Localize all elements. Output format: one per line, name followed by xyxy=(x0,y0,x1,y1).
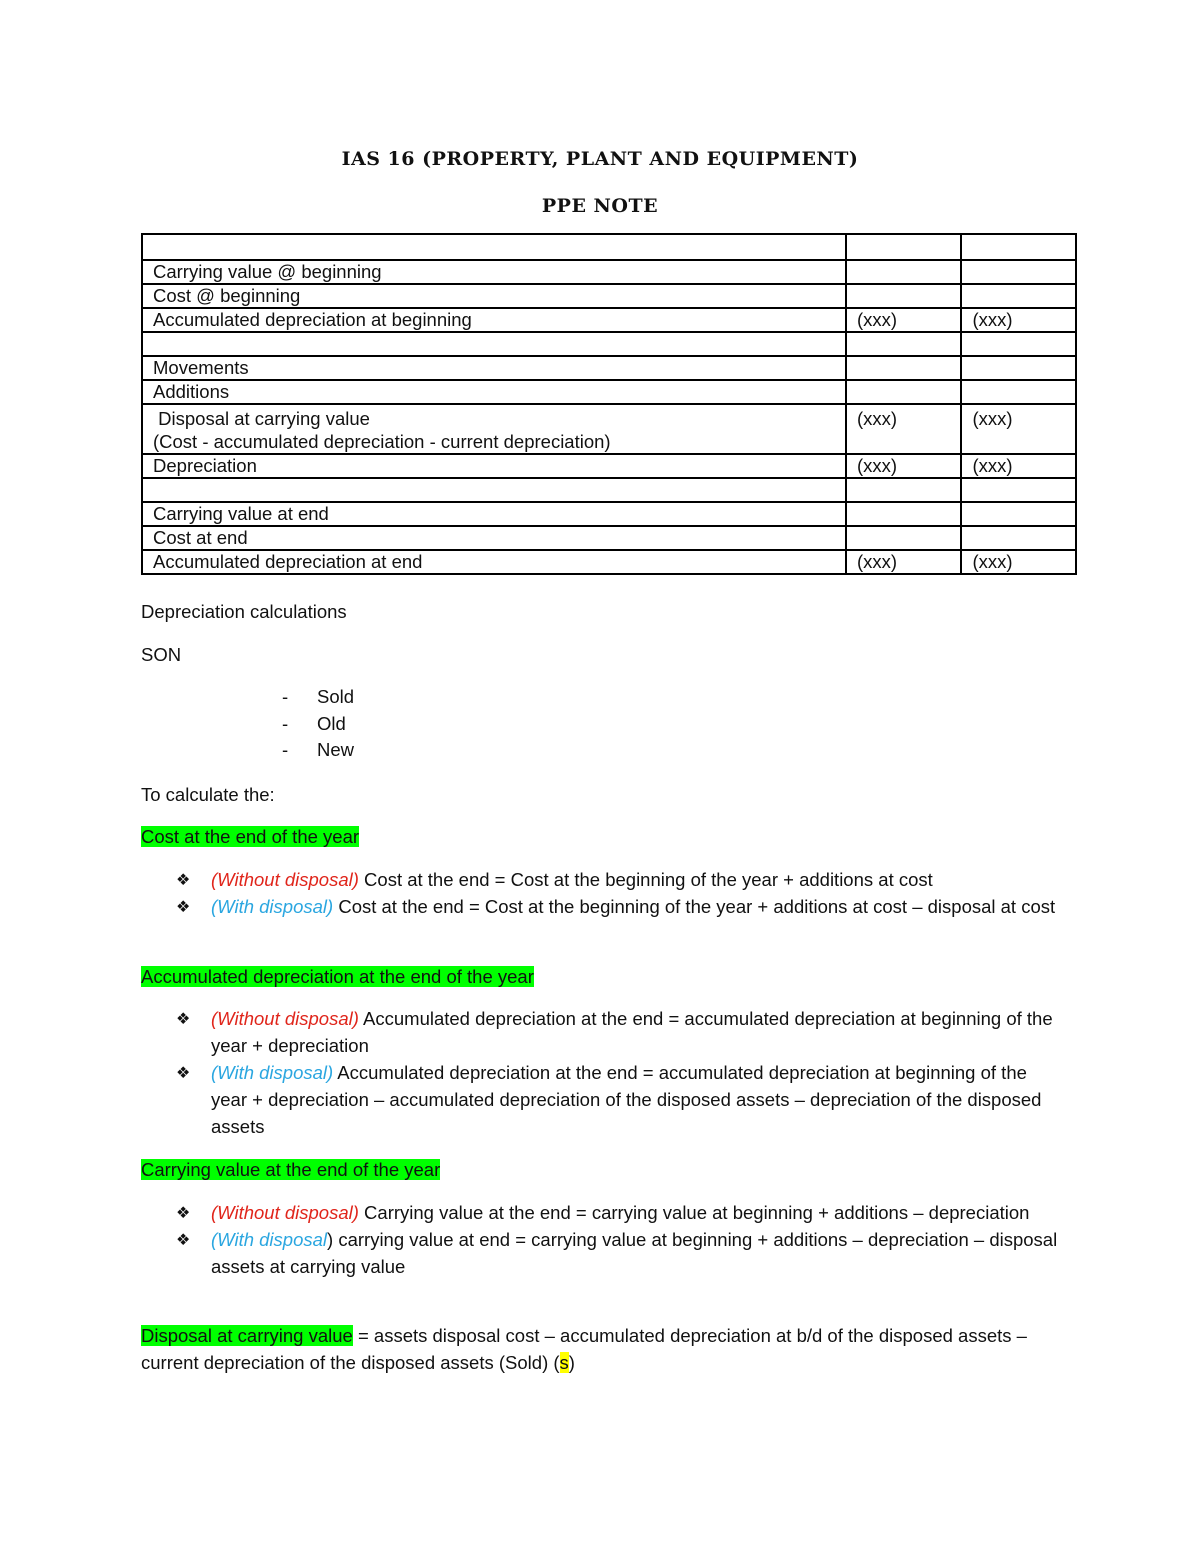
section-heading-accumulated: Accumulated depreciation at the end of the year xyxy=(141,966,534,987)
accumulated-formulas xyxy=(176,1005,1066,1140)
row-label-cell: Cost at end xyxy=(142,526,846,550)
value-cell: (xxx) xyxy=(961,454,1076,478)
intro-text: To calculate the: xyxy=(141,784,275,805)
value-cell: (xxx) xyxy=(961,404,1076,454)
row-label-cell: Carrying value at end xyxy=(142,502,846,526)
table-row xyxy=(142,550,1076,574)
value-cell xyxy=(846,502,962,526)
cost-formulas xyxy=(176,866,1066,920)
row-label-cell: Disposal at carrying value (Cost - accumulated depreciation - current depreciation) xyxy=(142,404,846,454)
value-cell xyxy=(961,234,1076,260)
depreciation-heading: Depreciation calculations xyxy=(141,601,347,622)
carrying-formulas xyxy=(176,1199,1066,1280)
table-row xyxy=(142,234,1076,260)
value-cell xyxy=(846,478,962,502)
table-row xyxy=(142,284,1076,308)
diamond-bullet-icon: ❖ xyxy=(176,1009,191,1028)
list-item: ❖ (Without disposal) Accumulated depreciation at the end = accumulated depreciation at beginning of the year + depreciation xyxy=(176,1005,1066,1059)
row-label-cell: Accumulated depreciation at end xyxy=(142,550,846,574)
value-cell xyxy=(846,380,962,404)
table-row xyxy=(142,332,1076,356)
value-cell: (xxx) xyxy=(961,550,1076,574)
value-cell xyxy=(846,260,962,284)
document-title: IAS 16 (PROPERTY, PLANT AND EQUIPMENT) xyxy=(341,148,859,170)
value-cell xyxy=(961,502,1076,526)
value-cell xyxy=(961,356,1076,380)
value-cell: (xxx) xyxy=(846,404,962,454)
value-cell xyxy=(846,284,962,308)
value-cell: (xxx) xyxy=(846,308,962,332)
row-label-cell: Accumulated depreciation at beginning xyxy=(142,308,846,332)
table-row xyxy=(142,502,1076,526)
list-item: ❖ (Without disposal) Cost at the end = Cost at the beginning of the year + additions at cost xyxy=(176,866,1066,893)
diamond-bullet-icon: ❖ xyxy=(176,1063,191,1082)
row-label-cell xyxy=(142,332,846,356)
list-item: ❖ (Without disposal) Carrying value at the end = carrying value at beginning + additions – depreciation xyxy=(176,1199,1066,1226)
table-row xyxy=(142,356,1076,380)
ppe-note-table xyxy=(141,233,1077,575)
row-label-cell: Movements xyxy=(142,356,846,380)
table-row xyxy=(142,260,1076,284)
value-cell xyxy=(961,478,1076,502)
disposal-formula: Disposal at carrying value = assets disposal cost – accumulated depreciation at b/d of the disposed assets – current depreciation of the disposed assets (Sold) (s) xyxy=(141,1325,1027,1373)
value-cell: (xxx) xyxy=(846,550,962,574)
diamond-bullet-icon: ❖ xyxy=(176,897,191,916)
section-heading-cost: Cost at the end of the year xyxy=(141,826,360,847)
diamond-bullet-icon: ❖ xyxy=(176,870,191,889)
value-cell xyxy=(961,332,1076,356)
table-row xyxy=(142,526,1076,550)
list-item: ❖ (With disposal) Cost at the end = Cost at the beginning of the year + additions at cost – disposal at cost xyxy=(176,893,1066,920)
value-cell: (xxx) xyxy=(846,454,962,478)
value-cell xyxy=(846,526,962,550)
value-cell xyxy=(846,332,962,356)
row-label-cell: Cost @ beginning xyxy=(142,284,846,308)
table-row xyxy=(142,380,1076,404)
value-cell: (xxx) xyxy=(961,308,1076,332)
list-item: ❖ (With disposal) carrying value at end = carrying value at beginning + additions – depreciation – disposal assets at carrying value xyxy=(176,1226,1066,1280)
value-cell xyxy=(961,380,1076,404)
section-heading-carrying: Carrying value at the end of the year xyxy=(141,1159,441,1180)
table-row xyxy=(142,404,1076,454)
value-cell xyxy=(961,284,1076,308)
row-label-cell: Depreciation xyxy=(142,454,846,478)
document-subtitle: PPE NOTE xyxy=(541,195,659,217)
row-label-cell: Additions xyxy=(142,380,846,404)
row-label-cell: Carrying value @ beginning xyxy=(142,260,846,284)
list-item: ❖ (With disposal) Accumulated depreciation at the end = accumulated depreciation at beginning of the year + depreciation – accumulated depreciation of the disposed assets – depreciation of the disposed assets xyxy=(176,1059,1066,1140)
diamond-bullet-icon: ❖ xyxy=(176,1203,191,1222)
value-cell xyxy=(846,234,962,260)
table-row xyxy=(142,478,1076,502)
value-cell xyxy=(961,526,1076,550)
value-cell xyxy=(846,356,962,380)
row-label-cell xyxy=(142,478,846,502)
value-cell xyxy=(961,260,1076,284)
table-row xyxy=(142,454,1076,478)
table-row xyxy=(142,308,1076,332)
diamond-bullet-icon: ❖ xyxy=(176,1230,191,1249)
son-label: SON xyxy=(141,644,182,665)
row-label-cell xyxy=(142,234,846,260)
document-page: IAS 16 (PROPERTY, PLANT AND EQUIPMENT) PPE NOTE Carrying value @ beginning Cost @ beginning Accumulated depreciation at beginning (xxx) (xxx) Movements Additions Disposal at carrying value (Cost - accumulated depreciation - current depreciation) (xxx) (xxx) Depreciation (xxx) (xxx) Carrying value at end Cost at end Accumulated depreciation at end (xxx) (xxx) Depreciation calculations SON - Sold - Old - New To calculate the: Cost at the end of the year ❖ (Without disposal) Cost at the end = Cost at the beginning of the year + additions at cost ❖ (With disposal) Cost at the end = Cost at the beginning of the year + additions at cost – disposal at cost Accumulated depreciation at the end of the year ❖ (Without disposal) Accumulated depreciation at the end = accumulated depreciation at beginning of the year + depreciation ❖ (With disposal) Accumulated depreciation at the end = accumulated depreciation at beginning of the year + depreciation – accumulated depreciation of the disposed assets – depreciation of the disposed assets Carrying value at the end of the year ❖ (Without disposal) Carrying value at the end = carrying value at beginning + additions – depreciation ❖ (With disposal) carrying value at end = carrying value at beginning + additions – depreciation – disposal assets at carrying value Disposal at carrying value = assets disposal cost – accumulated depreciation at b/d of the disposed assets – current depreciation of the disposed assets (Sold) (s) xyxy=(0,0,1200,1553)
